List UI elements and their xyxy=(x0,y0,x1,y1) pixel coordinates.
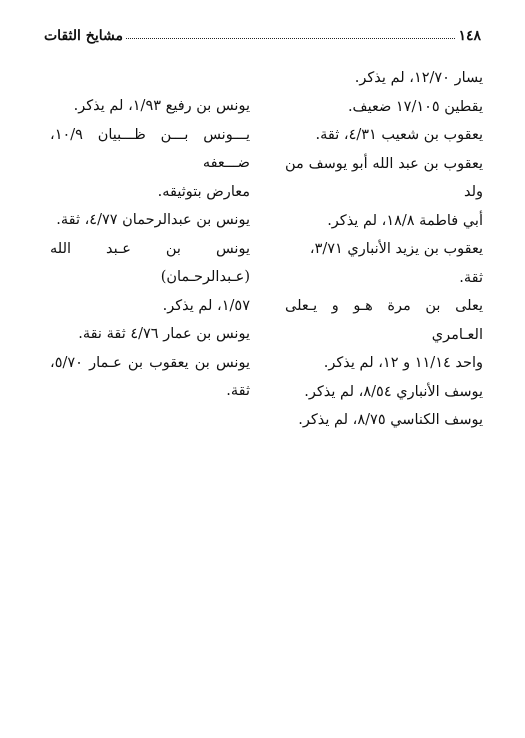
entry-line: يونس بن عمار ٤/٧٦ ثقة نقة. xyxy=(78,326,250,342)
entry-line: يقطين ١٧/١٠٥ ضعيف. xyxy=(347,98,483,115)
entry-line: يونس بن يعقوب بن عـمار ٥/٧٠، xyxy=(50,354,250,371)
entry-line: ثقة. xyxy=(226,383,250,399)
entry-line: واحد ١١/١٤ و ١٢، لم يذكر. xyxy=(323,355,483,371)
entry-line: أبي فاطمة ١٨/٨، لم يذكر. xyxy=(327,212,483,229)
page-number: ١٤٨ xyxy=(458,28,481,44)
entry-line: يـــونس بـــن ظـــبيان ١٠/٩، ضـــعفه xyxy=(50,126,250,171)
running-title: مشايخ الثقات xyxy=(44,28,123,44)
entry-line: يعقوب بن يزيد الأنباري ٣/٧١، ثقة. xyxy=(309,241,483,286)
entry-line: يعقوب بن شعيب ٤/٣١، ثقة. xyxy=(315,127,483,143)
right-column xyxy=(285,64,483,435)
page-header xyxy=(44,22,481,44)
entry-line: يونس بن عبدالرحمان ٤/٧٧، ثقة. xyxy=(56,212,250,228)
left-column xyxy=(50,92,250,406)
entry-line: يونس بن عـبد الله (عـبدالرحـمان) xyxy=(50,240,250,285)
entry-line: يوسف الكناسي ٨/٧٥، لم يذكر. xyxy=(298,412,483,428)
entry-line: معارض بتوثيقه. xyxy=(157,183,250,200)
entry-line: يعقوب بن عبد الله أبو يوسف من ولد xyxy=(285,155,483,200)
entry-line: يعلى بن مرة هـو و يـعلى العـامري xyxy=(285,298,483,343)
entry-line: يسار ١٢/٧٠، لم يذكر. xyxy=(354,70,483,86)
entry-line: يونس بن رفيع ١/٩٣، لم يذكر. xyxy=(73,98,250,114)
entry-line: ١/٥٧، لم يذكر. xyxy=(162,297,250,314)
header-dotted-leader xyxy=(126,38,455,39)
entry-line: يوسف الأنباري ٨/٥٤، لم يذكر. xyxy=(304,383,483,400)
